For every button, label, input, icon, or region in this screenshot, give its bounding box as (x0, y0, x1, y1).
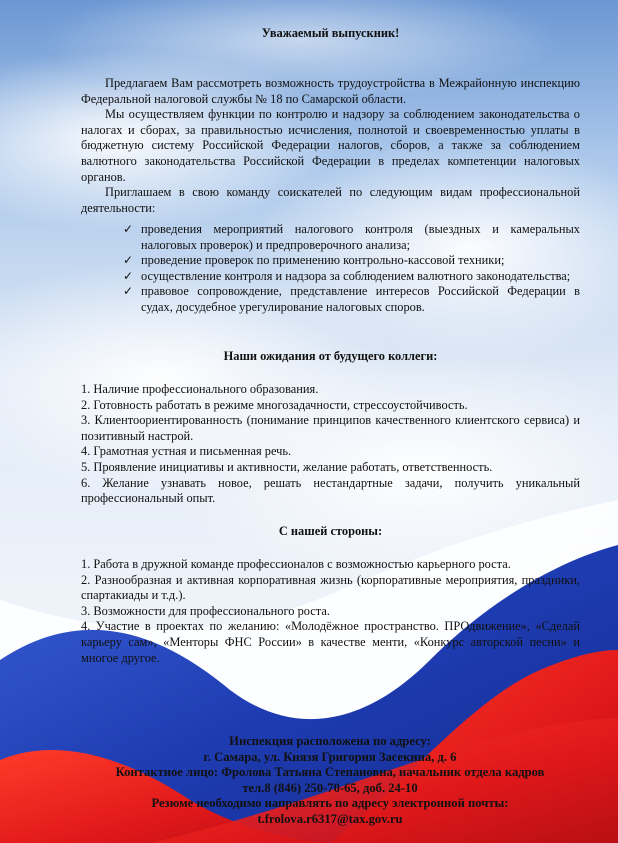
contact-footer (60, 734, 600, 828)
email-link[interactable]: t.frolova.r6317@tax.gov.ru (257, 811, 403, 826)
list-item: 1. Наличие профессионального образования. (81, 382, 319, 396)
contact-person: Контактное лицо: Фролова Татьяна Степановна, начальник отдела кадров (115, 765, 545, 780)
offer-heading: С нашей стороны: (278, 524, 383, 538)
intro-paragraph-2: Мы осуществляем функции по контролю и надзору за соблюдением законодательства о налогах и сборах, за правильностью исчисления, полнотой и своевременностью уплаты в бюджетную систему Российской Федерации налогов, сборов, а также за соблюдением валютного законодательства Российской Федерации в пределах компетенции налоговых органов. (81, 107, 580, 184)
list-item: 1. Работа в дружной команде профессионалов с возможностью карьерного роста. (81, 557, 511, 571)
intro-block (81, 76, 580, 216)
list-item: ✓ проведения мероприятий налогового контроля (выездных и камеральных налоговых проверок) и предпроверочного анализа; (123, 222, 580, 252)
intro-paragraph-3: Приглашаем в свою команду соискателей по следующим видам профессиональной деятельности: (81, 185, 580, 215)
intro-paragraph-1: Предлагаем Вам рассмотреть возможность трудоустройства в Межрайонную инспекцию Федеральной налоговой службы № 18 по Самарской области. (81, 76, 580, 106)
greeting: Уважаемый выпускник! (261, 26, 400, 40)
address: г. Самара, ул. Князя Григория Засекина, д. 6 (203, 749, 457, 764)
checkmark-icon: ✓ (123, 222, 134, 236)
checkmark-icon: ✓ (123, 253, 134, 268)
list-item: ✓ проведение проверок по применению контрольно-кассовой техники; (123, 253, 505, 268)
list-item: 3. Возможности для профессионального роста. (81, 603, 330, 618)
list-item: 3. Клиентоориентированность (понимание принципов качественного клиентского сервиса) и позитивный настрой. (81, 413, 580, 443)
phone: тел.8 (846) 250-70-65, доб. 24-10 (242, 780, 418, 795)
checkmark-icon: ✓ (123, 268, 134, 283)
expectations-list (81, 382, 580, 507)
activities-list (81, 222, 580, 316)
list-item: 2. Готовность работать в режиме многозадачности, стрессоустойчивость. (81, 397, 468, 412)
list-item: 5. Проявление инициативы и активности, желание работать, ответственность. (81, 459, 493, 474)
list-item: 4. Грамотная устная и письменная речь. (81, 444, 292, 459)
expectations-heading: Наши ожидания от будущего коллеги: (223, 349, 438, 363)
resume-note: Резюме необходимо направлять по адресу электронной почты: (151, 796, 509, 811)
list-item: ✓ осуществление контроля и надзора за соблюдением валютного законодательства; (123, 268, 571, 283)
list-item: ✓ правовое сопровождение, представление интересов Российской Федерации в судах, досудебное урегулирование налоговых споров. (123, 284, 580, 314)
list-item: 6. Желание узнавать новое, решать нестандартные задачи, получить уникальный профессиональный опыт. (81, 475, 580, 506)
checkmark-icon: ✓ (123, 284, 134, 299)
offer-list (81, 557, 580, 666)
list-item: 2. Разнообразная и активная корпоративная жизнь (корпоративные мероприятия, праздники, спартакиады и т.д.). (81, 572, 580, 603)
address-label: Инспекция расположена по адресу: (229, 734, 431, 748)
list-item: 4. Участие в проектах по желанию: «Молодёжное пространство. ПРОдвижение», «Сделай карьеру сам», «Менторы ФНС России» в качестве менти, «Конкурс авторской песни» и многое другое. (81, 619, 580, 665)
